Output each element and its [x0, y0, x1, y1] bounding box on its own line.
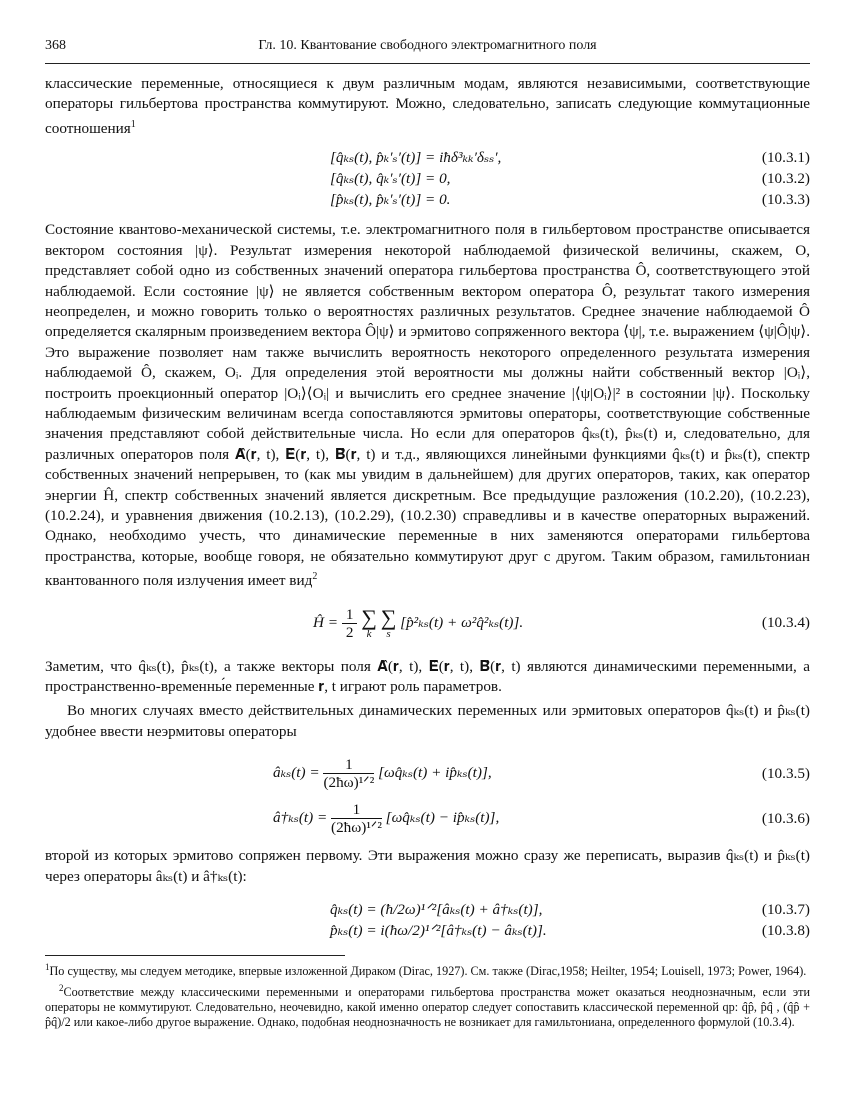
- equation-10-3-7: [45, 899, 810, 920]
- fraction-denominator: (2ħω)¹ᐟ²: [323, 774, 375, 792]
- sum-k-subscript: k: [366, 627, 372, 640]
- paragraph-4: Во многих случаях вместо действительных динамических переменных или эрмитовых операторов q̂ₖₛ(t) и p̂ₖₛ(t) удобнее ввести неэрмитовы операторы: [45, 702, 810, 740]
- footnote-mark: 1: [45, 962, 50, 973]
- footnote-text: По существу, мы следуем методике, впервые изложенной Дираком (Dirac, 1927). См. также (Dirac,1958; Heilter, 1954; Louisell, 1973; Power, 1964).: [49, 964, 807, 979]
- equation-number: (10.3.8): [761, 922, 810, 940]
- footnote-2: [45, 981, 810, 1030]
- footnote-mark: 2: [59, 983, 64, 994]
- footnote-text: Соответствие между классическими переменными и операторами гильбертова пространства может оказаться неоднозначным, если эти операторы не коммутируют. Следовательно, неочевидно, какой именно оператор следует сопоставить классической переменной qp: q̂p̂, p̂q̂ , (q̂p̂ + p̂q̂)/2 или какое-либо другое выражение. Однако, подобная неоднозначность не возникает для гамильтониана, определенного формулой (10.3.4).: [45, 985, 810, 1030]
- equation-expression: [q̂ₖₛ(t), p̂ₖ′ₛ′(t)] = iħδ³ₖₖ′δₛₛ′,: [330, 149, 502, 167]
- equation-group-inverse: [45, 899, 810, 941]
- equation-lhs: Ĥ =: [313, 613, 339, 631]
- equation-10-3-8: [45, 920, 810, 941]
- equation-expression: [q̂ₖₛ(t), q̂ₖ′ₛ′(t)] = 0,: [330, 170, 451, 188]
- running-header: [45, 38, 810, 64]
- footnote-1: [45, 960, 810, 979]
- fraction-numerator: 1: [331, 801, 382, 819]
- equation-expression: [45, 756, 730, 791]
- equation-lhs: â†ₖₛ(t) =: [273, 809, 328, 827]
- fraction: [323, 756, 374, 791]
- equation-rhs: [p̂²ₖₛ(t) + ω²q̂²ₖₛ(t)].: [400, 613, 524, 631]
- equation-group-ladder: [45, 756, 810, 836]
- equation-rhs: [ωq̂ₖₛ(t) + ip̂ₖₛ(t)],: [378, 764, 492, 782]
- paragraph-1: [45, 74, 810, 139]
- equation-10-3-1: [45, 147, 810, 168]
- equation-10-3-2: [45, 168, 810, 189]
- equation-number: (10.3.6): [761, 809, 810, 827]
- paragraph-1-text: классические переменные, относящиеся к двум различным модам, являются независимыми, соответствующие операторы гильбертова пространства коммутируют. Можно, следовательно, записать следующие коммутационные соотношения: [45, 75, 810, 137]
- equation-expression: p̂ₖₛ(t) = i(ħω/2)¹ᐟ²[â†ₖₛ(t) − âₖₛ(t)].: [330, 922, 547, 940]
- paragraph-3: Заметим, что q̂ₖₛ(t), p̂ₖₛ(t), а также векторы поля 𝐀̂(𝐫, t), 𝐄̂(𝐫, t), 𝐁̂(𝐫, t) являются динамическими переменными, а пространственно-временны́е переменные 𝐫, t играют роль параметров.: [45, 657, 810, 696]
- paragraph-2: [45, 220, 810, 591]
- equation-number: (10.3.4): [761, 614, 810, 632]
- equation-number: (10.3.1): [761, 149, 810, 167]
- footnote-ref-1: 1: [130, 118, 136, 130]
- fraction: [342, 606, 358, 641]
- equation-10-3-4: [45, 606, 810, 641]
- equation-rhs: [ωq̂ₖₛ(t) − ip̂ₖₛ(t)],: [385, 809, 500, 827]
- equation-expression: [45, 801, 730, 836]
- sum-s: ∑ s: [380, 604, 397, 640]
- footnote-divider: [45, 955, 345, 956]
- footnote-ref-2: 2: [312, 571, 318, 583]
- chapter-title: Гл. 10. Квантование свободного электромагнитного поля: [258, 38, 597, 53]
- equation-lhs: âₖₛ(t) =: [273, 764, 320, 782]
- sum-s-subscript: s: [386, 627, 391, 640]
- equation-number: (10.3.3): [761, 191, 810, 209]
- page-number: 368: [45, 38, 66, 53]
- equation-expression: q̂ₖₛ(t) = (ħ/2ω)¹ᐟ²[âₖₛ(t) + â†ₖₛ(t)],: [330, 901, 543, 919]
- equation-10-3-3: [45, 189, 810, 210]
- paragraph-5: второй из которых эрмитово сопряжен первому. Эти выражения можно сразу же переписать, выразив q̂ₖₛ(t) и p̂ₖₛ(t) через операторы âₖₛ(t) и â†ₖₛ(t):: [45, 847, 810, 885]
- equation-number: (10.3.7): [761, 901, 810, 919]
- fraction: [331, 801, 382, 836]
- fraction-numerator: 1: [323, 756, 374, 774]
- sum-k: ∑ k: [361, 604, 377, 640]
- equation-10-3-5: [45, 756, 810, 791]
- equation-expression: [p̂ₖₛ(t), p̂ₖ′ₛ′(t)] = 0.: [330, 191, 451, 209]
- equation-number: (10.3.2): [761, 170, 810, 188]
- book-page: [45, 38, 810, 1032]
- fraction-denominator: 2: [345, 623, 354, 641]
- equation-10-3-6: [45, 801, 810, 836]
- equation-expression: [45, 606, 730, 641]
- equation-group-commutators: [45, 147, 810, 210]
- fraction-denominator: (2ħω)¹ᐟ²: [331, 819, 382, 837]
- fraction-numerator: 1: [342, 606, 358, 624]
- paragraph-2-text: Состояние квантово-механической системы, т.е. электромагнитного поля в гильбертовом пространстве описывается вектором состояния |ψ⟩. Результат измерения некоторой наблюдаемой физической величины, скажем, O, представляет собой одно из собственных значений оператора гильбертова пространства Ô, соответствующего этой наблюдаемой. Если состояние |ψ⟩ не является собственным вектором оператора Ô, результат такого измерения неопределен, и можно говорить только о вероятностях различных результатов. Среднее значение наблюдаемой Ô определяется скалярным произведением вектора Ô|ψ⟩ и эрмитово сопряженного вектора ⟨ψ|, т.е. выражением ⟨ψ|Ô|ψ⟩. Это выражение позволяет нам также вычислить вероятность некоторого определенного результата измерения наблюдаемой Ô, скажем, Oᵢ. Для определения этой вероятности мы должны найти собственный вектор |Oᵢ⟩, построить проекционный оператор |Oᵢ⟩⟨Oᵢ| и вычислить его среднее значение |⟨ψ|Oᵢ⟩|² в состоянии |ψ⟩. Поскольку наблюдаемым физическим величинам всегда сопоставляются эрмитовы операторы, соответствующие собственные значения представляют собой действительные числа. Но если для операторов q̂ₖₛ(t), p̂ₖₛ(t) и, следовательно, для различных операторов поля 𝐀̂(𝐫, t), 𝐄̂(𝐫, t), 𝐁̂(𝐫, t) и т.д., являющихся линейными функциями q̂ₖₛ(t) и p̂ₖₛ(t), спектр собственных значений непрерывен, то (как мы увидим в дальнейшем) для других операторов, таких, как оператор энергии Ĥ, спектр собственных значений является дискретным. Все предыдущие разложения (10.2.20), (10.2.23), (10.2.24), и уравнения движения (10.2.13), (10.2.29), (10.2.30) справедливы и в качестве операторных выражений. Однако, необходимо учесть, что динамические переменные в них заменяются операторами гильбертова пространства, которые, вообще говоря, не обязательно коммутируют друг с другом. Таким образом, гамильтониан квантованного поля излучения имеет вид: [45, 221, 810, 590]
- equation-number: (10.3.5): [761, 764, 810, 782]
